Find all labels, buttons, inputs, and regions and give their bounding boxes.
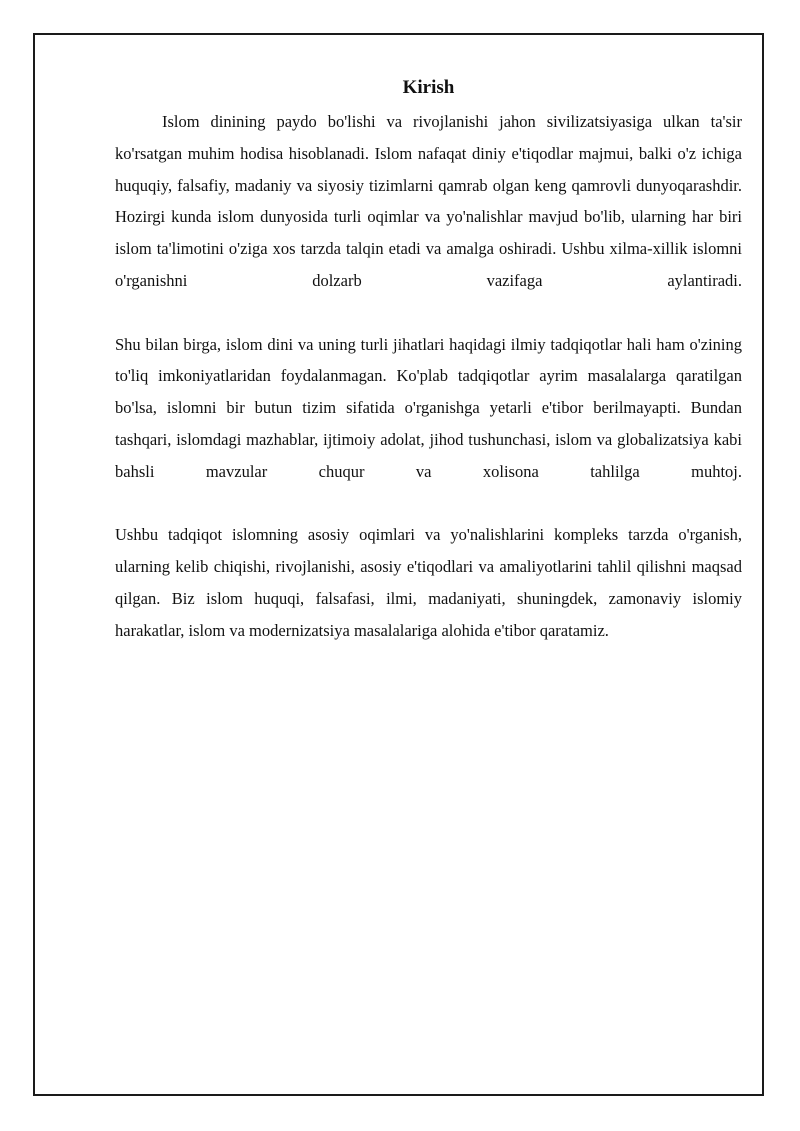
paragraph-gap bbox=[115, 488, 742, 520]
document-body bbox=[115, 74, 742, 647]
document-title: Kirish bbox=[402, 77, 455, 98]
paragraph-1: Islom dinining paydo bo'lishi va rivojlanishi jahon sivilizatsiyasiga ulkan ta'sir ko'rsatgan muhim hodisa hisoblanadi. Islom nafaqat diniy e'tiqodlar majmui, balki o'z ichiga huquqiy, falsafiy, madaniy va siyosiy tizimlarni qamrab olgan keng qamrovli dunyoqarashdir. Hozirgi kunda islom dunyosida turli oqimlar va yo'nalishlar mavjud bo'lib, ularning har biri islom ta'limotini o'ziga xos tarzda talqin etadi va amalga oshiradi. Ushbu xilma-xillik islomni o'rganishni dolzarb vazifaga aylantiradi. bbox=[115, 112, 742, 290]
paragraph-2: Shu bilan birga, islom dini va uning turli jihatlari haqidagi ilmiy tadqiqotlar hali ham o'zining to'liq imkoniyatlaridan foydalanmagan. Ko'plab tadqiqotlar ayrim masalalarga qaratilgan bo'lsa, islomni bir butun tizim sifatida o'rganishga yetarli e'tibor berilmayapti. Bundan tashqari, islomdagi mazhablar, ijtimoiy adolat, jihod tushunchasi, islom va globalizatsiya kabi bahsli mavzular chuqur va xolisona tahlilga muhtoj. bbox=[115, 334, 742, 481]
paragraph-3: Ushbu tadqiqot islomning asosiy oqimlari va yo'nalishlarini kompleks tarzda o'rganish, ularning kelib chiqishi, rivojlanishi, asosiy e'tiqodlari va amaliyotlarini tahlil qilishni maqsad qilgan. Biz islom huquqi, falsafasi, ilmi, madaniyati, shuningdek, zamonaviy islomiy harakatlar, islom va modernizatsiya masalalariga alohida e'tibor qaratamiz. bbox=[115, 525, 742, 640]
paragraph-gap bbox=[115, 297, 742, 329]
